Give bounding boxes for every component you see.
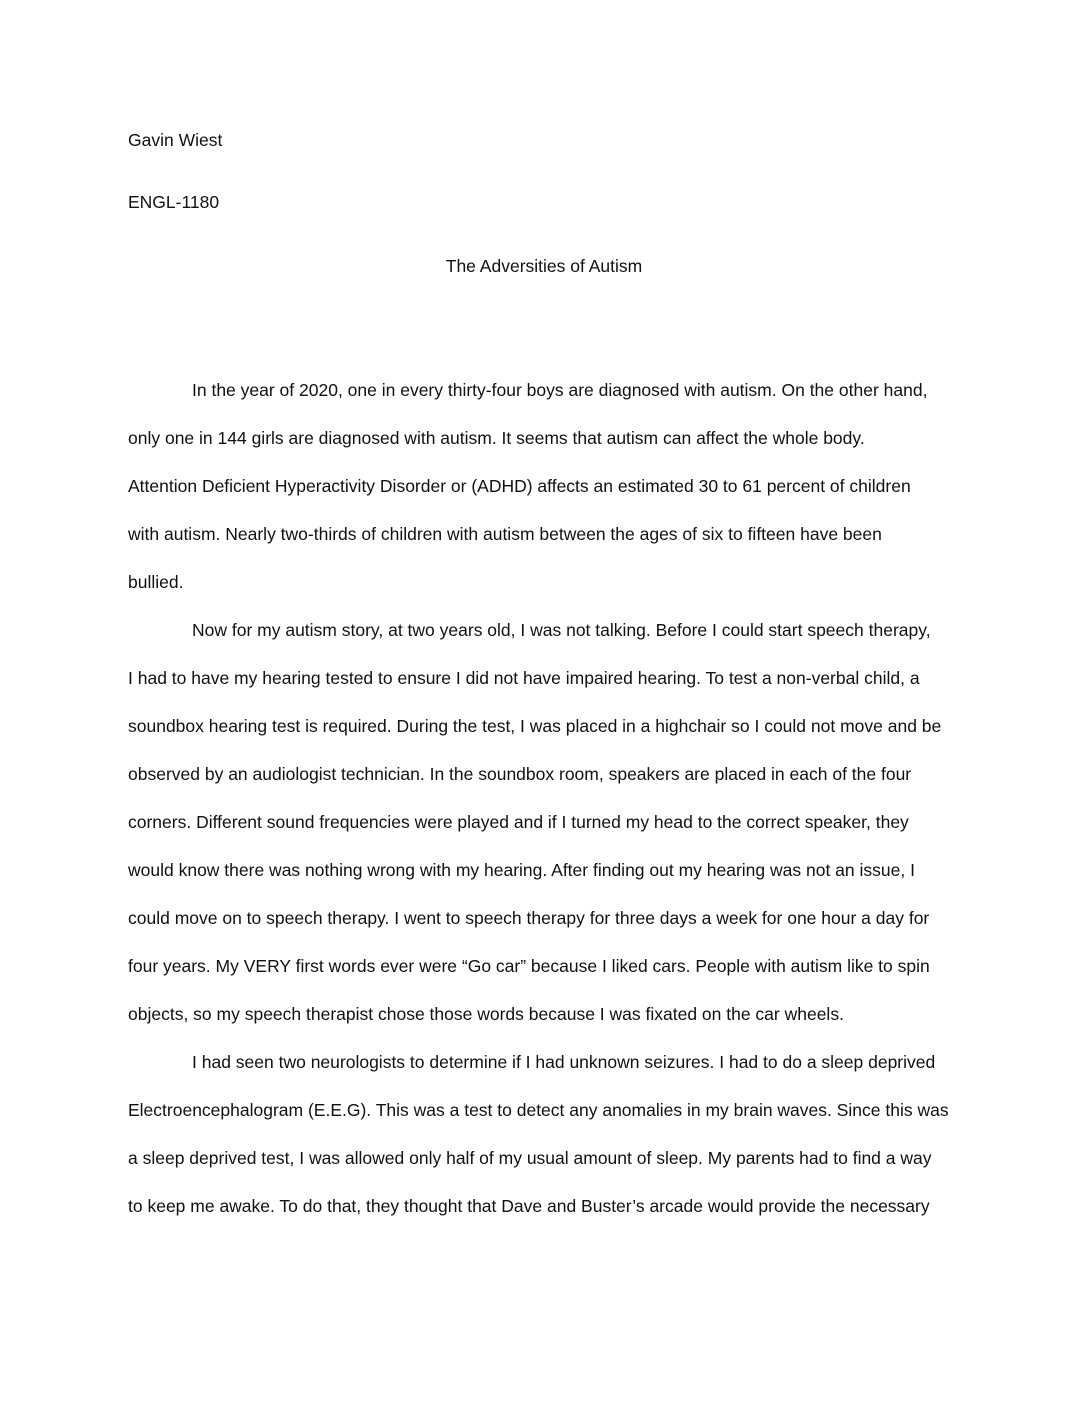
paragraph-line: a sleep deprived test, I was allowed only half of my usual amount of sleep. My parents had to find a way [128, 1148, 932, 1168]
course-code: ENGL-1180 [128, 192, 220, 212]
paragraph-line: four years. My VERY first words ever were “Go car” because I liked cars. People with autism like to spin [128, 956, 930, 976]
paragraph-line: Electroencephalogram (E.E.G). This was a test to detect any anomalies in my brain waves. Since this was [128, 1100, 949, 1120]
paragraph-line: with autism. Nearly two-thirds of children with autism between the ages of six to fifteen have been [128, 524, 882, 544]
paragraph-line: soundbox hearing test is required. During the test, I was placed in a highchair so I could not move and be [128, 716, 942, 736]
paragraph-2 [128, 606, 964, 1038]
paragraph-line: I had to have my hearing tested to ensure I did not have impaired hearing. To test a non-verbal child, a [128, 668, 920, 688]
paragraph-line: observed by an audiologist technician. In the soundbox room, speakers are placed in each of the four [128, 764, 912, 784]
paragraph-line: I had seen two neurologists to determine if I had unknown seizures. I had to do a sleep deprived [192, 1052, 936, 1072]
paragraph-line: Attention Deficient Hyperactivity Disorder or (ADHD) affects an estimated 30 to 61 percent of children [128, 476, 911, 496]
paragraph-line: would know there was nothing wrong with my hearing. After finding out my hearing was not an issue, I [128, 860, 915, 880]
paragraph-line: could move on to speech therapy. I went to speech therapy for three days a week for one hour a day for [128, 908, 930, 928]
paragraph-line: In the year of 2020, one in every thirty-four boys are diagnosed with autism. On the other hand, [192, 380, 928, 400]
essay-title: The Adversities of Autism [445, 256, 643, 276]
paragraph-3 [128, 1038, 964, 1230]
paragraph-line: bullied. [128, 572, 184, 592]
essay-body [128, 366, 964, 1230]
paragraph-line: to keep me awake. To do that, they thought that Dave and Buster’s arcade would provide the necessary [128, 1196, 930, 1216]
paragraph-line: objects, so my speech therapist chose those words because I was fixated on the car wheels. [128, 1004, 844, 1024]
paragraph-line: Now for my autism story, at two years old, I was not talking. Before I could start speech therapy, [192, 620, 931, 640]
paragraph-1 [128, 366, 964, 606]
paragraph-line: only one in 144 girls are diagnosed with autism. It seems that autism can affect the whole body. [128, 428, 865, 448]
paragraph-line: corners. Different sound frequencies were played and if I turned my head to the correct speaker, they [128, 812, 909, 832]
author-name: Gavin Wiest [128, 130, 223, 150]
